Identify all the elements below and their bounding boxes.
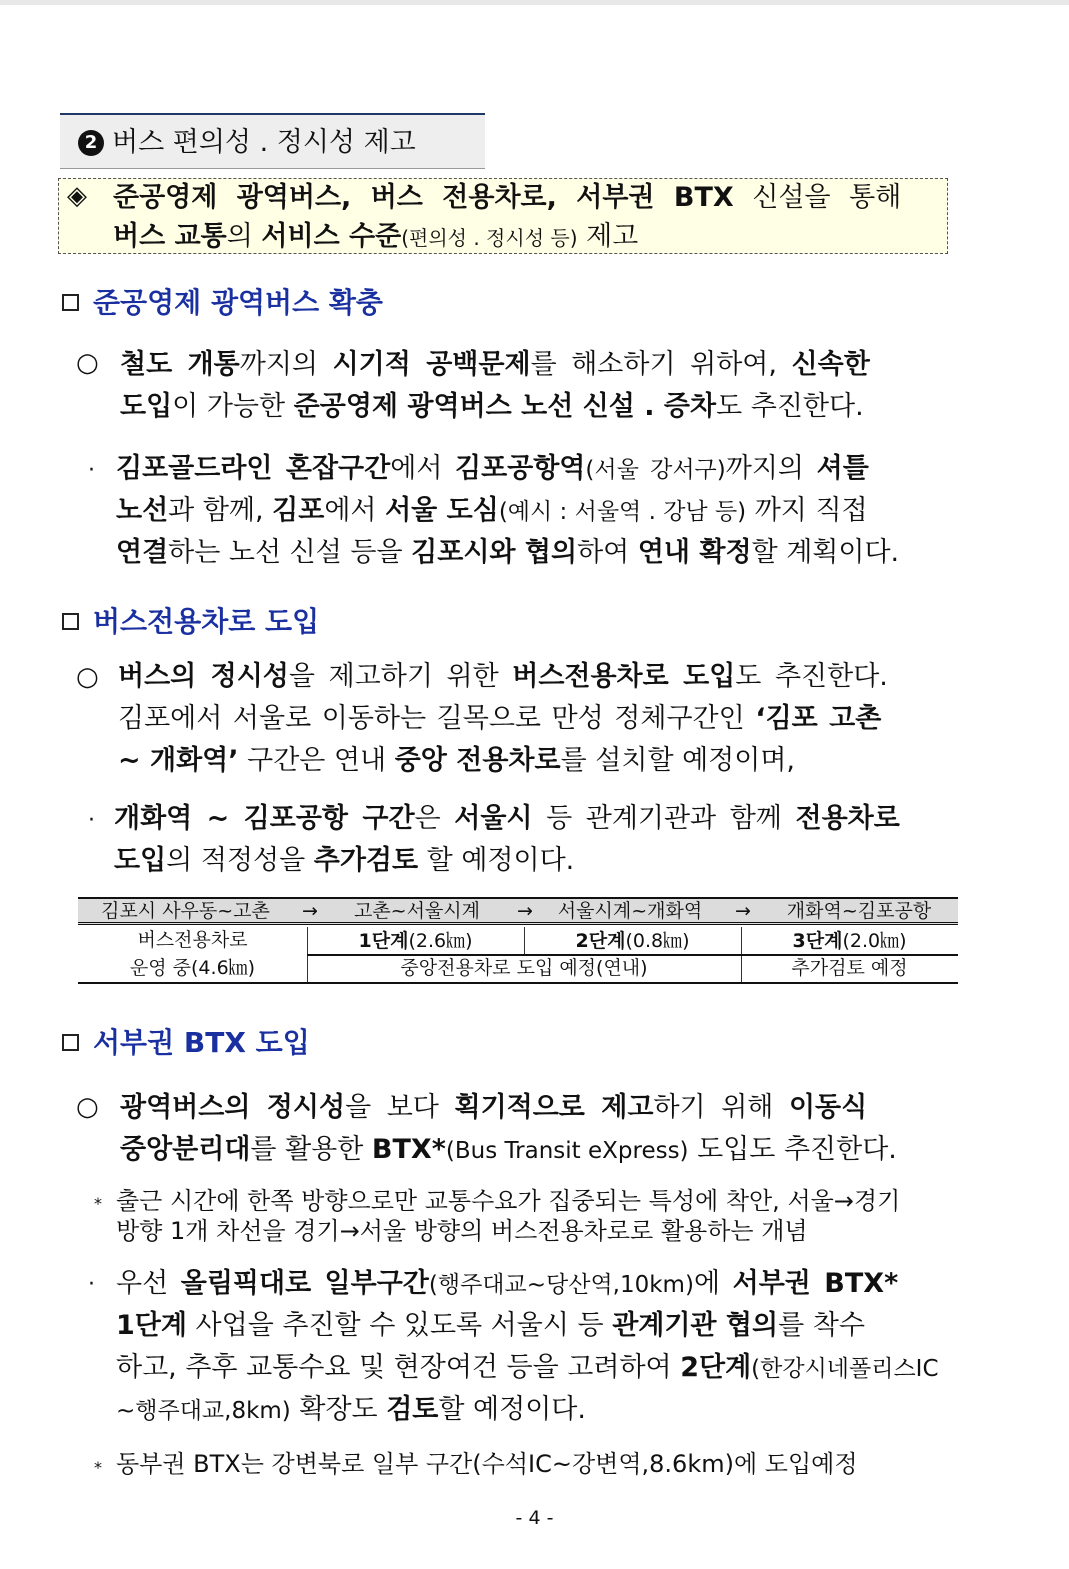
text-run: 연결 — [116, 537, 169, 568]
text-run: 를 해소하기 위하여, — [530, 349, 792, 380]
text-run: 에 — [693, 1268, 733, 1299]
text-run: 과 함께, — [168, 495, 273, 526]
table-cell-stage-2: 2단계(0.8㎞) — [575, 930, 690, 952]
dot-bullet-icon: · — [88, 458, 95, 483]
text-run: 중앙 전용차로 — [394, 745, 561, 776]
table-cell-stage-3: 3단계(2.0㎞) — [792, 930, 907, 952]
arrow-right-icon: → — [302, 900, 318, 922]
text-run: 획기적으로 제고 — [454, 1092, 654, 1123]
text-run: 할 예정이다. — [438, 1394, 586, 1425]
circle-bullet-icon: ○ — [76, 662, 99, 692]
text-run: 김포 — [272, 495, 325, 526]
section-number-badge: 2 — [78, 130, 104, 156]
circle-bullet-icon: ○ — [76, 1092, 99, 1122]
text-run: 중앙분리대 — [120, 1134, 251, 1165]
table-cell: 추가검토 예정 — [791, 957, 908, 979]
text-run: 김포골드라인 혼잡구간 — [116, 453, 391, 484]
table-bottom-border — [78, 982, 958, 984]
summary-line-1: 준공영제 광역버스, 버스 전용차로, 서부권 BTX 신설을 통해 — [113, 182, 902, 213]
text-run: 의 적정성을 — [166, 845, 314, 876]
text-run: (행주대교~당산역,10km) — [428, 1272, 694, 1298]
dot-bullet-icon: · — [88, 808, 95, 833]
text-run: 하기 위해 — [653, 1092, 789, 1123]
dot-bullet-icon: · — [88, 1272, 95, 1297]
s3-p2-line3 — [116, 1347, 939, 1390]
heading-bus-lane: 버스전용차로 도입 — [62, 603, 319, 641]
summary-box — [58, 178, 948, 254]
text-run: 연내 확정 — [637, 537, 752, 568]
s3-p1-line1 — [120, 1087, 867, 1129]
checkbox-square-icon — [62, 1034, 79, 1051]
text-run: 이동식 — [788, 1092, 868, 1123]
s2-p1-line3 — [118, 740, 795, 782]
text-run: 구간은 연내 — [238, 745, 395, 776]
text-run: 전용차로 — [795, 803, 900, 834]
text-run: 사업을 추진할 수 있도록 서울시 등 — [186, 1310, 613, 1341]
text-run: 광역버스의 정시성 — [120, 1092, 346, 1123]
text-run: 에서 — [324, 495, 386, 526]
text-run: 추가검토 — [313, 845, 419, 876]
arrow-right-icon: → — [735, 900, 751, 922]
text-run: 김포에서 서울로 이동하는 길목으로 만성 정체구간인 — [118, 703, 756, 734]
diamond-bullet-icon: ◈ — [67, 181, 87, 211]
text-run: 등 관계기관과 함께 — [532, 803, 796, 834]
s1-p1-line1 — [120, 344, 870, 386]
checkbox-square-icon — [62, 613, 79, 630]
text-run: 할 계획이다. — [751, 537, 900, 568]
s3-p2-line2 — [116, 1305, 865, 1347]
section-title-box — [60, 113, 485, 169]
text-run: 버스의 정시성 — [118, 661, 289, 692]
text-run: BTX* — [371, 1134, 446, 1165]
text-run: (예시 : 서울역 . 강남 등) — [498, 499, 747, 525]
text-run: 올림픽대로 일부구간 — [180, 1268, 429, 1299]
s2-p2-line1 — [114, 798, 900, 840]
text-run: 1단계 — [116, 1310, 187, 1341]
page-number: - 4 - — [515, 1507, 554, 1529]
footnote-star-icon: * — [94, 1458, 102, 1477]
text-run: 김포공항역 — [454, 453, 586, 484]
text-run: 를 착수 — [778, 1310, 865, 1341]
circle-bullet-icon: ○ — [76, 348, 99, 378]
text-run: 도입 — [114, 845, 167, 876]
text-run: (Bus Transit eXpress) — [445, 1138, 689, 1164]
s1-p1-line2 — [120, 386, 864, 428]
text-run: ~ 개화역’ — [118, 745, 239, 776]
text-run: 셔틀 — [816, 453, 869, 484]
text-run: 을 보다 — [345, 1092, 455, 1123]
text-run: 도 추진한다. — [716, 391, 864, 422]
text-run: 를 설치할 예정이며, — [560, 745, 796, 776]
text-run: 개화역 ~ 김포공항 구간 — [114, 803, 415, 834]
s3-p2-line1 — [116, 1263, 898, 1306]
s1-p2-line1 — [116, 448, 869, 491]
text-run: 관계기관 협의 — [612, 1310, 779, 1341]
footnote-btx-concept-line1: 출근 시간에 한쪽 방향으로만 교통수요가 집중되는 특성에 착안, 서울→경기 — [116, 1187, 901, 1215]
text-run: 이 가능한 — [172, 391, 294, 422]
text-run: 서부권 BTX* — [732, 1268, 899, 1299]
text-run: 에서 — [390, 453, 455, 484]
table-cell: 중앙전용차로 도입 예정(연내) — [400, 957, 648, 979]
text-run: 하는 노선 신설 등을 — [168, 537, 412, 568]
text-run: 신속한 — [791, 349, 870, 380]
text-run: 철도 개통 — [120, 349, 240, 380]
summary-line-2: 버스 교통의 서비스 수준(편의성 . 정시성 등) 제고 — [113, 221, 639, 252]
footnote-star-icon: * — [94, 1194, 102, 1213]
text-run: 2단계 — [680, 1352, 752, 1383]
text-run: 서울 도심 — [385, 495, 499, 526]
s3-p2-line4 — [116, 1389, 586, 1432]
checkbox-square-icon — [62, 294, 79, 311]
table-cell: 운영 중(4.6㎞) — [129, 957, 256, 979]
table-header-cell: 고촌~서울시계 — [353, 900, 481, 922]
text-run: 을 제고하기 위한 — [288, 661, 513, 692]
table-header-cell: 김포시 사우동~고촌 — [101, 900, 270, 922]
s2-p2-line2 — [114, 840, 574, 882]
page-top-border — [0, 0, 1069, 5]
text-run: 은 — [414, 803, 455, 834]
s2-p1-line1 — [118, 656, 888, 698]
section-title: 버스 편의성 . 정시성 제고 — [112, 127, 416, 158]
text-run: 검토 — [386, 1394, 439, 1425]
s1-p2-line2 — [116, 490, 868, 533]
s3-p1-line2 — [120, 1129, 897, 1172]
text-run: 도입도 추진한다. — [688, 1134, 897, 1165]
footnote-btx-concept-line2: 방향 1개 차선을 경기→서울 방향의 버스전용차로로 활용하는 개념 — [116, 1217, 808, 1245]
footnote-east-btx: 동부권 BTX는 강변북로 일부 구간(수석IC~강변역,8.6km)에 도입예정 — [116, 1450, 858, 1478]
text-run: 도 추진한다. — [735, 661, 888, 692]
arrow-right-icon: → — [517, 900, 533, 922]
text-run: 하여 — [577, 537, 638, 568]
text-run: 를 활용한 — [250, 1134, 372, 1165]
s2-p1-line2 — [118, 698, 881, 740]
text-run: 준공영제 광역버스 노선 신설 . 증차 — [293, 391, 717, 422]
text-run: 까지 직접 — [746, 495, 868, 526]
text-run: 할 예정이다. — [418, 845, 575, 876]
text-run: 시기적 공백문제 — [332, 349, 531, 380]
text-run: 까지의 — [725, 453, 817, 484]
text-run: 노선 — [116, 495, 169, 526]
text-run: 버스전용차로 도입 — [512, 661, 736, 692]
bus-lane-stage-table — [78, 897, 958, 985]
text-run: (서울 강서구) — [585, 457, 726, 483]
text-run: ‘김포 고촌 — [755, 703, 882, 734]
table-cell-stage-1: 1단계(2.6㎞) — [358, 930, 473, 952]
text-run: 우선 — [116, 1268, 181, 1299]
text-run: 도입 — [120, 391, 173, 422]
text-run: 까지의 — [239, 349, 333, 380]
text-run: ~행주대교,8km) — [116, 1398, 291, 1424]
heading-bus-expansion: 준공영제 광역버스 확충 — [62, 284, 383, 322]
text-run: 서울시 — [454, 803, 533, 834]
text-run: (한강시네폴리스IC — [751, 1356, 939, 1382]
text-run: 하고, 추후 교통수요 및 현장여건 등을 고려하여 — [116, 1352, 681, 1383]
s1-p2-line3 — [116, 532, 899, 574]
table-cell: 버스전용차로 — [137, 929, 248, 951]
table-header-cell: 개화역~김포공항 — [786, 900, 932, 922]
text-run: 확장도 — [290, 1394, 387, 1425]
text-run: 김포시와 협의 — [411, 537, 578, 568]
table-header-cell: 서울시계~개화역 — [557, 900, 703, 922]
heading-btx: 서부권 BTX 도입 — [62, 1024, 310, 1062]
